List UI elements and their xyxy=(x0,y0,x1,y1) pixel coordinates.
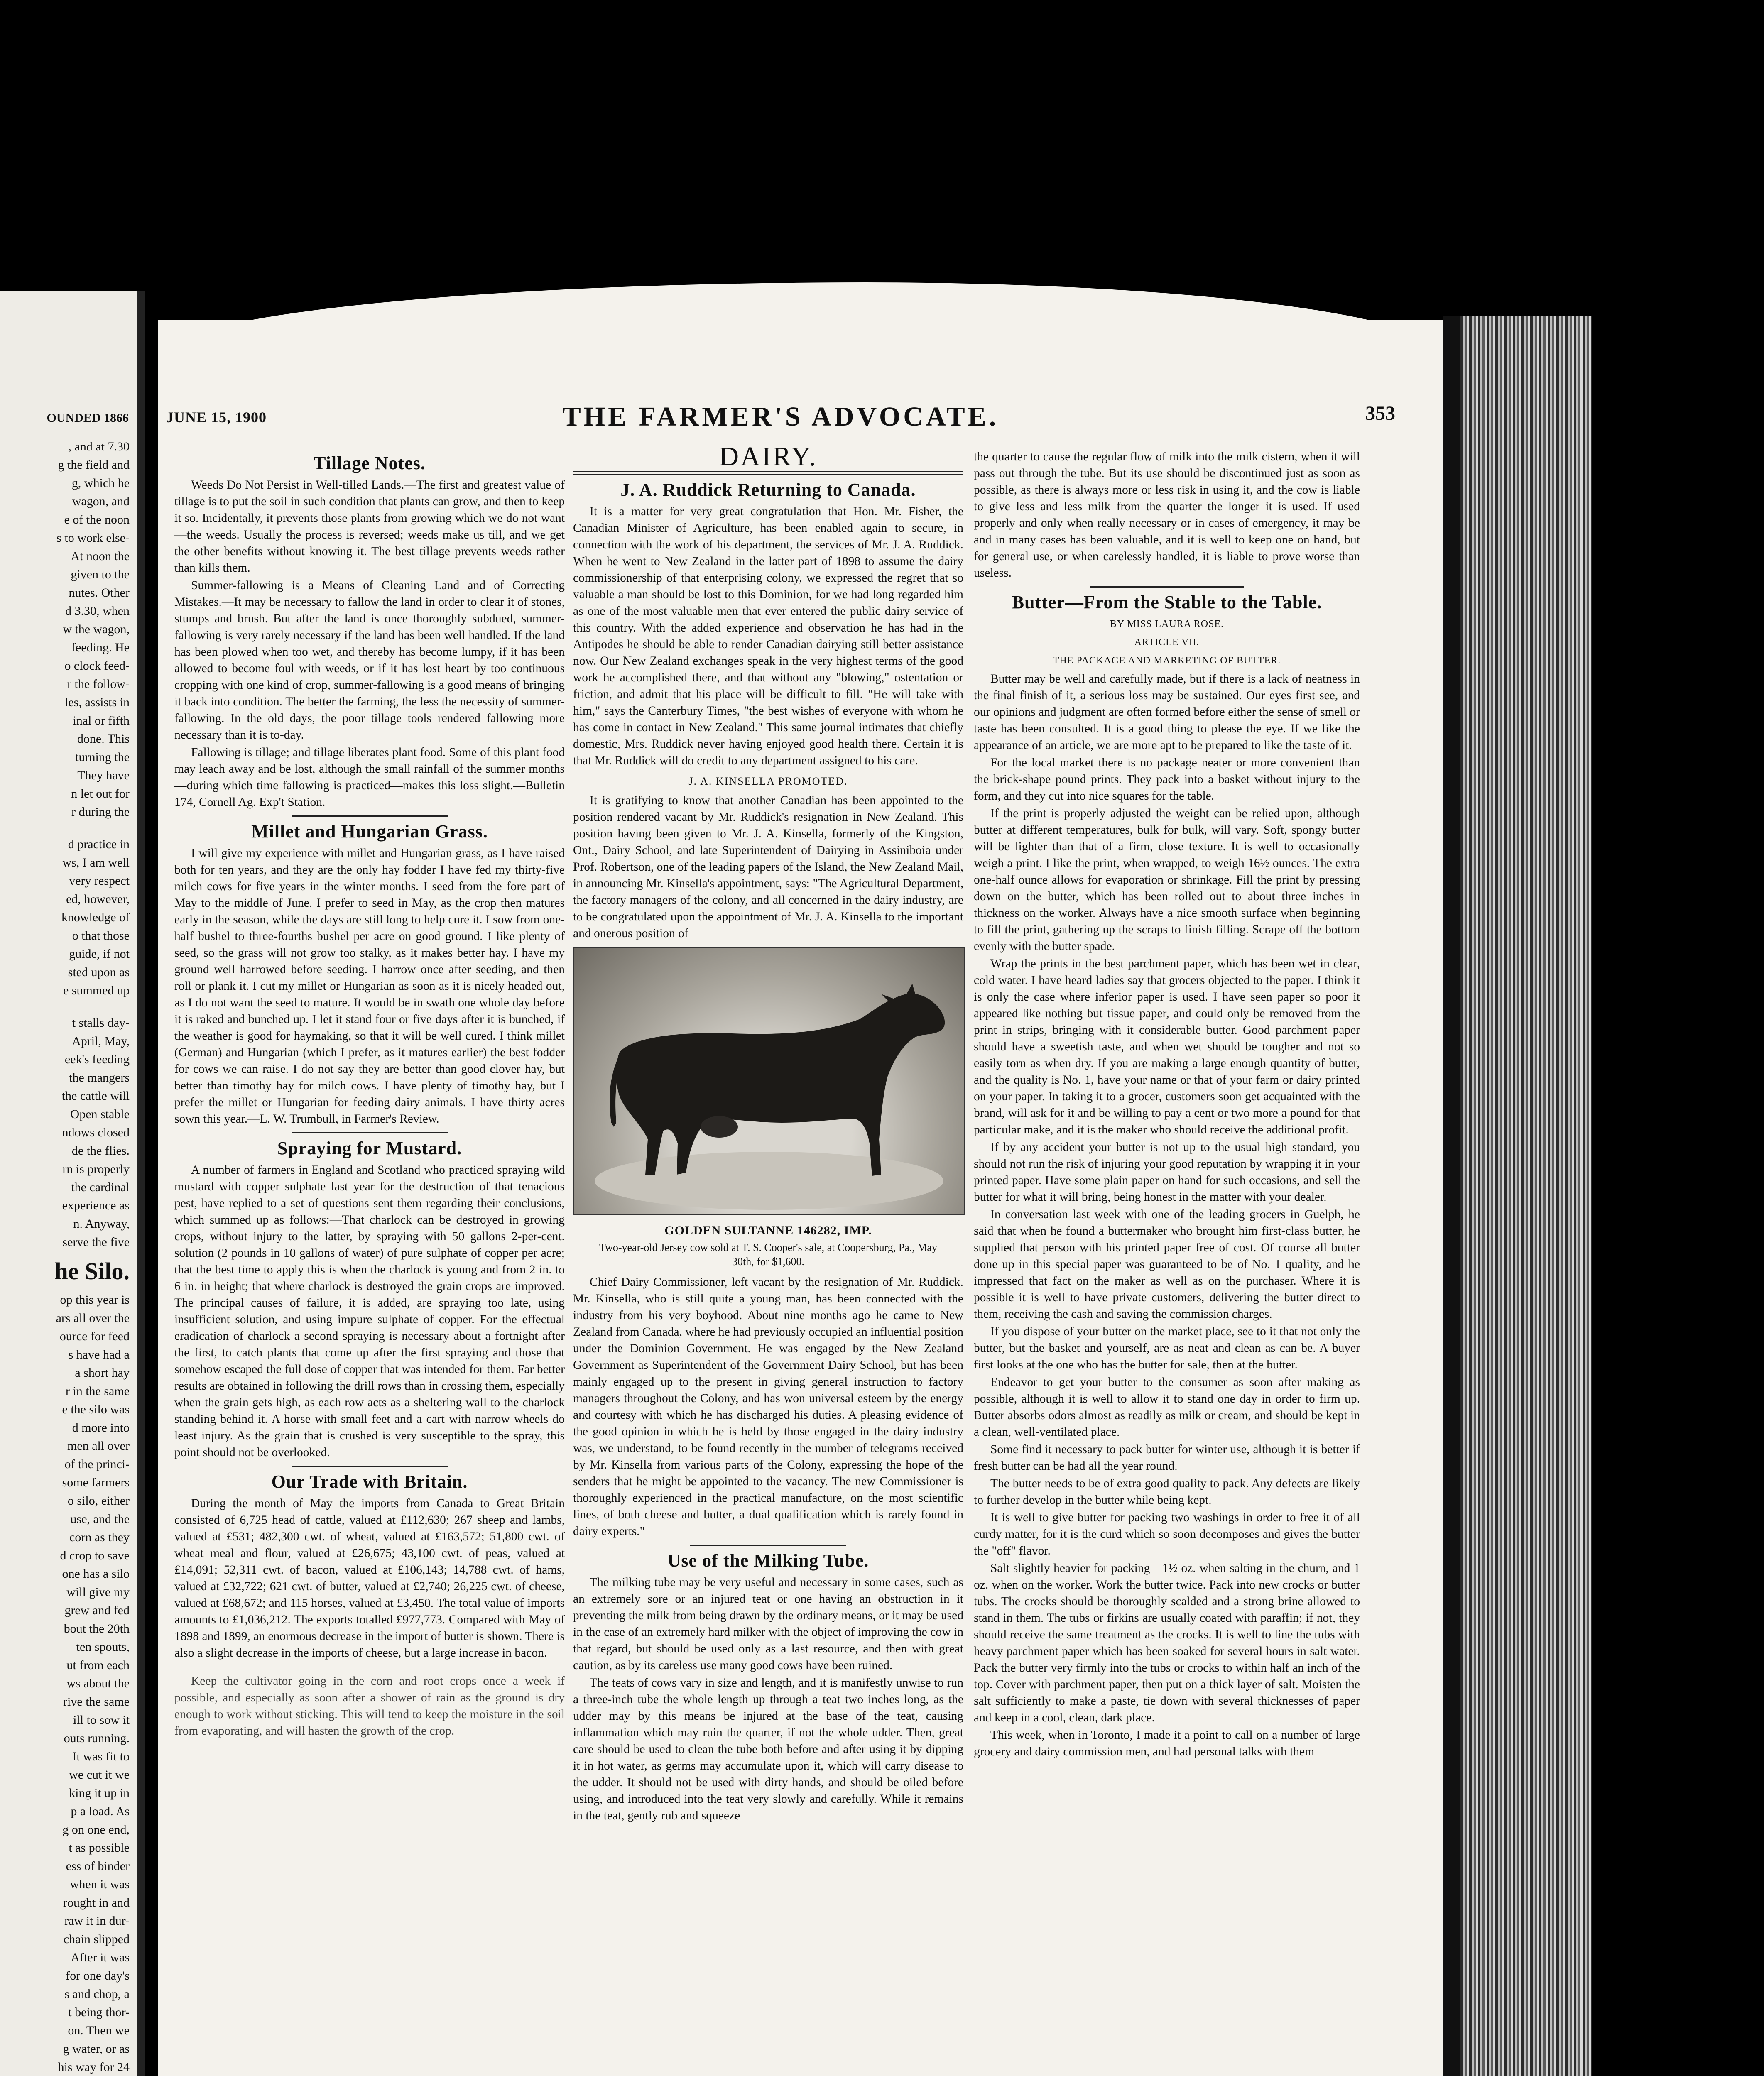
paragraph: The teats of cows vary in size and length, and it is manifestly unwise to run a three-inch tube the whole length up through a teat two inches long, as the udder may by this means be injured at the base of the teat, causing inflammation which may ruin the quarter, if not the whole udder. Then, great care should be used to clean the tube both before and after using it by dipping it in hot water, as germs may accumulate upon it, which will carry disease to the udder. It should not be used with dirty hands, and should be oiled before using, and introduced into the teat very slowly and carefully. While it remains in the teat, gently rub and squeeze xyxy=(573,1676,963,1822)
paragraph: I will give my experience with millet and Hungarian grass, as I have raised both for ten years, and they are the only hay fodder I have fed my thirty-five milch cows for five years in the winter months. I seed from the fore part of May to the middle of June. I prefer to seed in May, as the crop then matures early in the season, while the days are still long to help cure it. I sow from one-half bushel to three-fourths bushel per acre on good ground. I like plenty of seed, so the grass will not grow too stalky, as it makes better hay. I have my ground well harrowed before seeding. I harrow once after seeding, and then roll or plank it. I cut my millet or Hungarian as soon as it is nicely headed out, as I do not want the seed to mature. It would be in swath one whole day before it is raked and bunched up. I let it stand four or five days after it is bunched, if the weather is good for haymaking, so that it will be well cured. I think millet (German) and Hungarian (which I prefer, as it matures earlier) the best fodder for cows we can raise. I do not say they are better than good clover hay, but better than timothy hay for milch cows. I have plenty of timothy hay, but I prefer the millet or Hungarian for feeding dairy animals. I have thirty acres sown this year.—L. W. Trumbull, in Farmer's Review. xyxy=(174,847,565,1126)
facing-page-line: e the silo was xyxy=(62,1403,130,1416)
facing-page-line: s to work else- xyxy=(56,531,130,545)
facing-page-line: we cut it we xyxy=(69,1768,130,1782)
paragraph: Keep the cultivator going in the corn and root crops once a week if possible, and especially as soon after a shower of rain as the ground is dry enough to work without sticking. This will tend to keep the moisture in the soil from evaporating, and will hasten the growth of the crop. xyxy=(174,1675,565,1738)
paragraph: It is gratifying to know that another Canadian has been appointed to the position rendered vacant by Mr. Ruddick's resignation in New Zealand. This position having been given to Mr. J. A. Kinsella, formerly of the Kingston, Ont., Dairy School, and late Superintendent of Dairying in Assiniboia under Prof. Robertson, one of the leading papers of the Island, the New Zealand Mail, in announcing Mr. Kinsella's appointment, says: "The Agricultural Department, the factory managers of the colony, and all concerned in the dairy industry, are to be congratulated upon the appointment of Mr. J. A. Kinsella to the important and onerous position of xyxy=(573,794,963,940)
facing-page-line: ess of binder xyxy=(66,1859,130,1873)
facing-page-line: grew and fed xyxy=(64,1604,130,1617)
facing-page-line: e summed up xyxy=(63,984,130,997)
article-heading-butter: Butter—From the Stable to the Table. xyxy=(1012,592,1322,612)
facing-page-line: sted upon as xyxy=(68,965,130,979)
facing-page-line: w the wagon, xyxy=(63,622,130,636)
facing-page-text-block xyxy=(0,1014,137,1251)
paragraph: the quarter to cause the regular flow of milk into the milk cistern, when it will pass out through the tube. But its use should be discontinued just as soon as possible, as there is always more or less risk in using it, and the cow is liable to give less and less milk from the quarter the longer it is used. If used properly and only when really necessary or in cases of emergency, it may be and in many cases has been valuable, and it is well to keep one on hand, but for general use, or when carelessly handled, it is liable to prove worse than useless. xyxy=(974,450,1360,580)
facing-page-line: rive the same xyxy=(63,1695,130,1709)
facing-page-line: for one day's xyxy=(66,1969,130,1983)
facing-page-line: feeding. He xyxy=(71,641,130,654)
article-subheading: THE PACKAGE AND MARKETING OF BUTTER. xyxy=(1053,655,1281,666)
facing-page-line: g water, or as xyxy=(63,2042,130,2056)
facing-page-line: men all over xyxy=(67,1439,130,1453)
facing-page-line: the cardinal xyxy=(71,1180,130,1194)
article-heading-milking-tube: Use of the Milking Tube. xyxy=(667,1550,869,1571)
paragraph: Endeavor to get your butter to the consumer as soon after making as possible, although it is well to allow it to stand one day in order to firm up. Butter absorbs odors almost as readily as milk or cream, and should be kept in a clean, well-ventilated place. xyxy=(974,1376,1360,1439)
facing-page-line: April, May, xyxy=(72,1034,130,1048)
paragraph: Butter may be well and carefully made, but if there is a lack of neatness in the final finish of it, a serious loss may be sustained. Our eyes first see, and our opinions and judgment are often formed before either the sense of smell or taste has been consulted. It is a good thing to please the eye. If we like the appearance of an article, we are more apt to be prepared to like the taste of it. xyxy=(974,672,1360,752)
facing-page-line: g on one end, xyxy=(62,1823,130,1836)
facing-page-line: inal or fifth xyxy=(73,714,130,727)
issue-date: JUNE 15, 1900 xyxy=(166,409,267,426)
facing-page-folio: OUNDED 1866 xyxy=(47,411,129,425)
paragraph: Chief Dairy Commissioner, left vacant by the resignation of Mr. Ruddick. Mr. Kinsella, who is still quite a young man, has been connected with the industry from his very boyhood. About nine months ago he came to New Zealand from Canada, where he had previously occupied an influential position under the Dominion Government. He was engaged by the New Zealand Government as Superintendent of the Government Dairy School, but has been mainly engaged up to the present in giving general instruction to factory managers throughout the Colony, and has won universal esteem by the energy and courtesy with which he has discharged his duties. A pleasing evidence of the good opinion in which he is held by those engaged in the dairy industry was, we understand, to be found recently in the number of telegrams received by Mr. Kinsella from various parts of the Colony, expressing the hope of the senders that he might be appointed to the vacancy. The new Commissioner is thoroughly experienced in the practical manufacture, on the most scientific lines, of both cheese and butter, a dual qualification which is rarely found in dairy experts." xyxy=(573,1275,963,1538)
facing-page-line: ndows closed xyxy=(62,1126,130,1139)
facing-page-line: knowledge of xyxy=(61,911,130,924)
paragraph: The milking tube may be very useful and necessary in some cases, such as an extremely sore or an injured teat or one having an obstruction in it preventing the milk from being drawn by the ordinary means, or it may be used in the case of an extremely hard milker with the object of improving the cow in that regard, but should be used only as a last resource, and then with great caution, as by its careless use many good cows have been ruined. xyxy=(573,1576,963,1672)
facing-page-line: eek's feeding xyxy=(64,1053,130,1066)
facing-page-line: ars all over the xyxy=(56,1311,130,1325)
article-heading-tillage: Tillage Notes. xyxy=(314,453,426,473)
divider xyxy=(292,815,448,817)
photo-subcaption: Two-year-old Jersey cow sold at T. S. Cooper's sale, at Coopersburg, Pa., May 30th, for $1,600. xyxy=(599,1241,937,1268)
facing-page-line: chain slipped xyxy=(63,1932,130,1946)
facing-page-line: g, which he xyxy=(71,476,130,490)
facing-page-line: some farmers xyxy=(62,1476,130,1489)
facing-page-line: wagon, and xyxy=(72,495,130,508)
paragraph: Salt slightly heavier for packing—1½ oz. when salting in the churn, and 1 oz. when on the worker. Work the butter twice. Pack into new crocks or butter tubs. The crocks should be thoroughly scalded and a strong brine allowed to stand in them. The tubs or firkins are usually coated with paraffin; if not, they should receive the same treatment as the crocks. It is well to line the tubs with heavy parchment paper which has been soaked for several hours in salt water. Pack the butter very firmly into the tubs or crocks to within half an inch of the top. Cover with parchment paper, then put on a thick layer of salt. Moisten the salt sufficiently to make a paste, tie down with several thicknesses of paper and keep in a cool, clean, dark place. xyxy=(974,1562,1360,1724)
facing-page-line: ource for feed xyxy=(59,1329,130,1343)
facing-page-fragment xyxy=(0,291,145,2076)
facing-page-text-block xyxy=(0,438,137,821)
paragraph: In conversation last week with one of the leading grocers in Guelph, he said that when he found a buttermaker who brought him first-class butter, he supplied that person with his printed paper free of cost. Of course all butter done up in this special paper was guaranteed to be of No. 1 quality, and he impressed that fact on the maker as well as on the purchaser. Where it is possible it is well to have private customers, delivering the butter direct to them, receiving the cash and saving the commission charges. xyxy=(974,1208,1360,1321)
facing-page-line: his way for 24 xyxy=(58,2060,130,2074)
paragraph: It is a matter for very great congratulation that Hon. Mr. Fisher, the Canadian Minister of Agriculture, has been enabled again to secure, in connection with the work of his department, the services of Mr. J. A. Ruddick. When he went to New Zealand in the latter part of 1898 to assume the dairy commissionership of that enterprising colony, we expressed the regret that so valuable a man should be lost to this Dominion, for we had long regarded him as one of the most valuable men that ever entered the public dairy service of this country. With the added experience and observation he has had in the Antipodes he should be able to render Canadian dairying still better assistance now. Our New Zealand exchanges speak in the very highest terms of the good work he accomplished there, and that without any "blowing," ostentation or friction, and admit that his place will be difficult to fill. "He will take with him," says the Canterbury Times, "the best wishes of everyone with whom he has come in contact in New Zealand." This same journal intimates that chiefly domestic, Mrs. Ruddick never having enjoyed good health there. Certain it is that Mr. Ruddick will do credit to any department assigned to his care. xyxy=(573,505,963,767)
photo-caption: GOLDEN SULTANNE 146282, IMP. xyxy=(664,1224,872,1237)
facing-page-line: d practice in xyxy=(68,837,130,851)
divider xyxy=(690,1545,846,1546)
facing-page-line: de the flies. xyxy=(71,1144,130,1158)
facing-page-line: t being thor- xyxy=(68,2005,130,2019)
facing-page-line: ed, however, xyxy=(66,892,130,906)
facing-page-line: op this year is xyxy=(60,1293,130,1307)
facing-page-line: will give my xyxy=(66,1585,130,1599)
paragraph: It is well to give butter for packing two washings in order to free it of all curdy matter, for it is the curd which so soon decomposes and gives the butter the "off" flavor. xyxy=(974,1511,1360,1557)
facing-page-line: bout the 20th xyxy=(64,1622,130,1635)
article-heading-trade: Our Trade with Britain. xyxy=(271,1471,468,1492)
facing-page-heading: he Silo. xyxy=(54,1258,130,1285)
facing-page-line: ws, I am well xyxy=(62,856,130,869)
facing-page-line: on. Then we xyxy=(68,2024,130,2037)
divider xyxy=(292,1132,448,1133)
facing-page-line: the mangers xyxy=(69,1071,130,1085)
column-right xyxy=(974,448,1360,1761)
paragraph: Some find it necessary to pack butter for winter use, although it is better if fresh butter can be had all the year round. xyxy=(974,1443,1360,1473)
facing-page-line: ut from each xyxy=(66,1658,130,1672)
section-title-dairy: DAIRY. xyxy=(719,441,818,472)
paragraph: A number of farmers in England and Scotland who practiced spraying wild mustard with copper sulphate last year for the destruction of that tenacious pest, have replied to a set of questions sent them regarding their conclusions, which summed up as follows:—That charlock can be destroyed in growing crops, without injury to the latter, by spraying with 50 gallons 2-per-cent. solution (2 pounds in 10 gallons of water) of pure sulphate of copper per acre; that the best time to apply this is when the charlock is young and from 2 in. to 6 in. in height; that where charlock is destroyed the grain crops are improved. The principal causes of failure, it is added, are spraying too late, using insufficient solution, and using impure sulphate of copper. For the effectual eradication of charlock a second spraying is necessary about a fortnight after the first, to catch plants that come up after the first spraying and those that somehow escaped the full dose of copper that was intended for them. Far better results are obtained in following the drill rows than in crossing them, especially when the grain gets high, as each row acts as a sheltering wall to the charlock standing behind it. A horse with small feet and a cart with narrow wheels do least injury. As the grain that is crushed is very susceptible to the spray, this point should not be overlooked. xyxy=(174,1163,565,1459)
paragraph: If the print is properly adjusted the weight can be relied upon, although butter at different temperatures, bulk for bulk, will vary. Soft, spongy butter will be lighter than that of a firm, close texture. It is well to occasionally weigh a print. I like the print, when wrapped, to weigh 16½ ounces. The extra one-half ounce allows for evaporation or shrinkage. Fill the print by pressing down on the butter, which has been rolled out to about three inches in thickness on the worker. Always have a nice smooth surface when beginning to fill the print, gathering up the scraps to finish filling. Scrape off the bottom evenly with the butter spade. xyxy=(974,807,1360,953)
article-heading-ruddick: J. A. Ruddick Returning to Canada. xyxy=(620,480,916,500)
facing-page-line: After it was xyxy=(71,1951,130,1964)
facing-page-line: rn is properly xyxy=(62,1162,130,1176)
facing-page-line: t as possible xyxy=(69,1841,130,1855)
facing-page-line: turning the xyxy=(75,750,130,764)
facing-page-line: of the princi- xyxy=(64,1457,130,1471)
paragraph: Wrap the prints in the best parchment paper, which has been wet in clear, cold water. I have heard ladies say that grocers objected to the paper. I think it is only the case where inferior paper is used. I have seen paper so poor it appeared like nothing but tissue paper, and could only be removed from the print in strips, bringing with it considerable butter. Good parchment paper should have a sweetish taste, and when wet should be tougher and not so easily torn as when dry. If you are making a large enough quantity of butter, and the quality is No. 1, have your name or that of your farm or dairy printed on your paper. In taking it to a grocer, customers soon get acquainted with the brand, will ask for it and be willing to pay a cent or two more a pound for that particular make, and it is the maker who should receive the additional profit. xyxy=(974,957,1360,1136)
facing-page-line: use, and the xyxy=(70,1512,130,1526)
article-number: ARTICLE VII. xyxy=(1134,637,1200,648)
byline: BY MISS LAURA ROSE. xyxy=(1110,619,1224,629)
paragraph: If you dispose of your butter on the market place, see to it that not only the butter, but the basket and yourself, are as neat and clean as can be. A buyer first looks at the one who has the butter for sale, then at the butter. xyxy=(974,1325,1360,1371)
paragraph: For the local market there is no package neater or more convenient than the brick-shape pound prints. They pack into a basket without injury to the form, and they cut into nice squares for the table. xyxy=(974,756,1360,803)
divider xyxy=(292,1466,448,1467)
facing-page-line: s have had a xyxy=(68,1348,130,1361)
facing-page-line: done. This xyxy=(77,732,130,746)
facing-page-line: n let out for xyxy=(71,787,130,801)
facing-page-line: king it up in xyxy=(69,1786,130,1800)
paragraph: This week, when in Toronto, I made it a point to call on a number of large grocery and dairy commission men, and had personal talks with them xyxy=(974,1728,1360,1758)
facing-page-line: when it was xyxy=(70,1878,130,1891)
paragraph: Summer-fallowing is a Means of Cleaning Land and of Correcting Mistakes.—It may be necessary to fallow the land in order to clear it of stones, stumps and brush. But after the land is once thoroughly subdued, summer-fallowing is very rarely necessary if the land has been well handled. If the land has been plowed when too wet, and thereby has become lumpy, if it has been allowed to become foul with weeds, or if it has lost heart by too continuous cropping with one kind of crop, summer-fallowing is a good means of bringing it back into condition. The better the farming, the less the necessity of summer-fallowing. In the old days, the poor tillage tools rendered fallowing more necessary than it is to-day. xyxy=(174,579,565,742)
facing-page-line: Open stable xyxy=(70,1107,130,1121)
facing-page-line: r in the same xyxy=(65,1384,130,1398)
facing-page-line: serve the five xyxy=(62,1235,130,1249)
facing-page-line: p a load. As xyxy=(71,1804,130,1818)
facing-page-line: o clock feed- xyxy=(64,659,130,673)
facing-page-line: outs running. xyxy=(64,1731,130,1745)
facing-page-line: o silo, either xyxy=(67,1494,130,1508)
article-heading-millet: Millet and Hungarian Grass. xyxy=(251,821,488,842)
facing-page-line: les, assists in xyxy=(65,695,130,709)
jersey-cow-photo xyxy=(573,947,965,1215)
facing-page-line: d 3.30, when xyxy=(65,604,130,618)
column-middle xyxy=(573,441,963,1825)
facing-page-line: given to the xyxy=(71,568,130,581)
facing-page-line: ten spouts, xyxy=(76,1640,130,1654)
page-number: 353 xyxy=(1365,402,1395,424)
facing-page-line: d more into xyxy=(72,1421,130,1435)
facing-page-line: very respect xyxy=(69,874,130,888)
facing-page-line: s and chop, a xyxy=(64,1987,130,2001)
facing-page-line: At noon the xyxy=(71,549,130,563)
facing-page-line: They have xyxy=(77,769,130,782)
facing-page-line: a short hay xyxy=(75,1366,130,1380)
paragraph: Weeds Do Not Persist in Well-tilled Lands.—The first and greatest value of tillage is to put the soil in such condition that plants can grow, and then to keep it so. Incidentally, it prevents those plants from growing which we do not want—the weeds. Usually the process is reversed; weeds make us till, and we get the other benefits without knowing it. The best tillage prevents weeds rather than kills them. xyxy=(174,478,565,575)
facing-page-line: ill to sow it xyxy=(73,1713,130,1727)
facing-page-line: ws about the xyxy=(66,1677,130,1690)
book-page-edges xyxy=(1443,316,1592,2076)
column-left xyxy=(174,448,565,1740)
paragraph: During the month of May the imports from Canada to Great Britain consisted of 6,725 head of cattle, valued at £112,630; 267 sheep and lambs, valued at £531; 482,300 cwt. of wheat, valued at £163,572; 51,800 cwt. of wheat meal and flour, valued at £26,675; 43,100 cwt. of peas, valued at £14,091; 52,311 cwt. of bacon, valued at £106,143; 14,788 cwt. of hams, valued at £32,722; 621 cwt. of butter, valued at £2,740; 26,225 cwt. of cheese, valued at £68,672; and 115 horses, valued at £3,450. The total value of imports amounts to £1,036,212. The exports totalled £977,773. Compared with May of 1898 and 1899, an enormous decrease in the import of butter is shown. There is also a slight decrease in the imports of cheese, but a large increase in bacon. xyxy=(174,1497,565,1660)
facing-page-line: t stalls day- xyxy=(72,1016,130,1030)
facing-page-line: o that those xyxy=(72,929,130,943)
article-heading-mustard: Spraying for Mustard. xyxy=(277,1138,462,1158)
facing-page-text-block xyxy=(0,1291,137,2076)
masthead-title: THE FARMER'S ADVOCATE. xyxy=(562,401,999,432)
page-header xyxy=(166,399,1395,444)
facing-page-line: e of the noon xyxy=(64,513,130,526)
facing-page-line: guide, if not xyxy=(69,947,130,961)
facing-page-line: raw it in dur- xyxy=(64,1914,130,1928)
facing-page-line: r the follow- xyxy=(67,677,130,691)
paragraph: The butter needs to be of extra good quality to pack. Any defects are likely to further develop in the butter while being kept. xyxy=(974,1477,1360,1507)
subheading-kinsella: J. A. KINSELLA PROMOTED. xyxy=(688,775,848,787)
facing-page-line: nutes. Other xyxy=(69,586,130,600)
divider xyxy=(1090,586,1244,588)
facing-page-line: d crop to save xyxy=(60,1549,130,1562)
facing-page-line: n. Anyway, xyxy=(73,1217,130,1231)
facing-page-line: g the field and xyxy=(58,458,130,472)
paragraph: Fallowing is tillage; and tillage liberates plant food. Some of this plant food may leach away and be lost, although the small rainfall of the summer months—during which time fallowing is practiced—makes this loss slight.—Bulletin 174, Cornell Ag. Exp't Station. xyxy=(174,746,565,809)
facing-page-line: the cattle will xyxy=(61,1089,130,1103)
cow-illustration xyxy=(574,948,964,1214)
facing-page-text-block xyxy=(0,835,137,1000)
facing-page-line: corn as they xyxy=(69,1530,130,1544)
facing-page-line: one has a silo xyxy=(62,1567,130,1581)
facing-page-line: It was fit to xyxy=(72,1750,130,1763)
facing-page-line: , and at 7.30 xyxy=(68,440,130,453)
paragraph: If by any accident your butter is not up to the usual high standard, you should not run the risk of injuring your good reputation by wrapping it in your printed paper. Have some plain paper on hand for such occasions, and sell the butter for what it will bring, being honest in the matter with your dealer. xyxy=(974,1141,1360,1204)
facing-page-line: rought in and xyxy=(63,1896,130,1910)
facing-page-line: r during the xyxy=(71,805,130,819)
facing-page-line: experience as xyxy=(62,1199,130,1212)
